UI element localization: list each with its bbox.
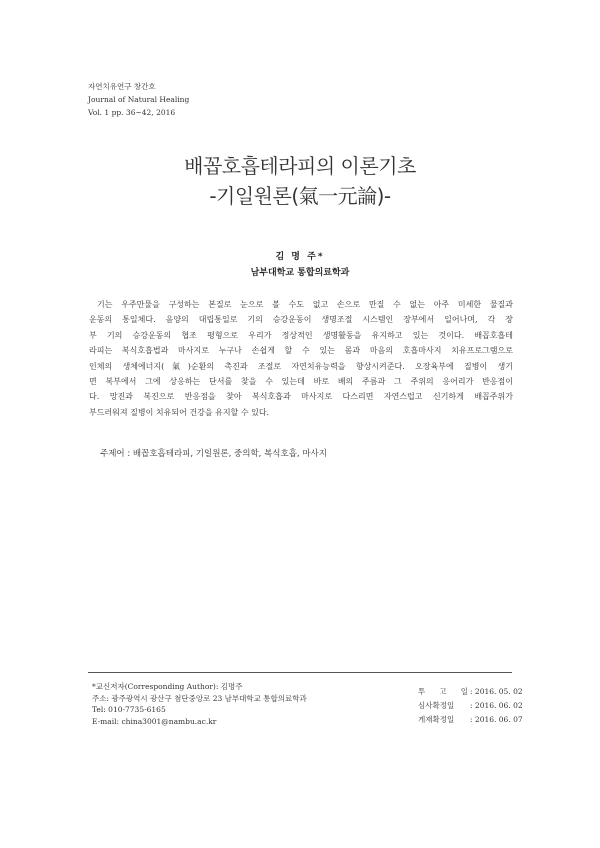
abstract-line: 다. 망진과 복진으로 반응점을 찾아 복식호흡과 마사지로 다스리면 자연스럽고 신기하게 배꼽주위가	[89, 392, 513, 402]
date-value: 2016. 05. 02	[474, 687, 523, 696]
corresponding-author-info	[92, 681, 307, 727]
footer-divider	[88, 672, 512, 673]
abstract-line: 인체의 생체에너지(氣)순환의 촉진과 조절로 자연치유능력을 향상시켜준다. 오장육부에 질병이 생기	[89, 361, 513, 371]
date-row-accepted: 게재확정일 : 2016. 06. 07	[418, 713, 523, 727]
date-row-submitted: 투 고 일 : 2016. 05. 02	[418, 685, 523, 699]
date-label: 투 고 일	[418, 687, 468, 696]
submission-dates	[418, 685, 523, 727]
abstract-line: 면 복부에서 그에 상응하는 단서를 찾을 수 있는데 바로 배의 주름과 그 주위의 응어리가 반응점이	[89, 377, 513, 387]
corresponding-author: *교신저자(Corresponding Author): 김명주	[92, 682, 243, 691]
date-value: 2016. 06. 02	[474, 701, 523, 710]
abstract-line: 운동의 통일체다. 음양의 대립통일로 기의 승강운동이 생명조절 시스템인 장부에서 일어나며, 각 장	[89, 315, 513, 325]
abstract	[89, 297, 513, 420]
abstract-line: 부드러워져 질병이 치유되어 건강을 유지할 수 있다.	[89, 407, 270, 417]
date-row-reviewed: 심사확정일 : 2016. 06. 02	[418, 699, 523, 713]
telephone: Tel: 010-7735-6165	[92, 705, 166, 714]
abstract-line: 기는 우주만물을 구성하는 본질로 눈으로 볼 수도 없고 손으로 만질 수 없는 아주 미세한 물질과	[97, 300, 513, 309]
paper-title: 배꼽호흡테라피의 이론기초	[184, 154, 416, 178]
journal-name-english: Journal of Natural Healing	[88, 95, 190, 104]
journal-header	[88, 80, 189, 119]
email: E-mail: china3001@nambu.ac.kr	[92, 716, 217, 726]
author-affiliation: 남부대학교 통합의료학과	[250, 268, 350, 278]
author-name: 김 명 주*	[275, 252, 325, 262]
date-value: 2016. 06. 07	[474, 715, 523, 724]
paper-subtitle: -기일원론(氣一元論)-	[209, 184, 391, 208]
address: 주소: 광주광역시 광산구 첨단중앙로 23 남부대학교 통합의료학과	[92, 693, 307, 703]
date-label: 게재확정일	[418, 715, 455, 724]
keywords: 주제어 : 배꼽호흡테라피, 기일원론, 중의학, 복식호흡, 마사지	[100, 449, 327, 459]
date-label: 심사확정일	[418, 701, 455, 710]
abstract-line: 부 기의 승강운동의 협조 평형으로 우리가 정상적인 생명활동을 유지하고 있는 것이다. 배꼽호흡테	[89, 330, 513, 340]
journal-name-korean: 자연치유연구 창간호	[88, 82, 156, 91]
journal-volume: Vol. 1 pp. 36~42, 2016	[88, 108, 176, 117]
abstract-line: 라피는 복식호흡법과 마사지로 누구나 손쉽게 할 수 있는 몸과 마음의 호흡마사지 치유프로그램으로	[89, 346, 513, 356]
